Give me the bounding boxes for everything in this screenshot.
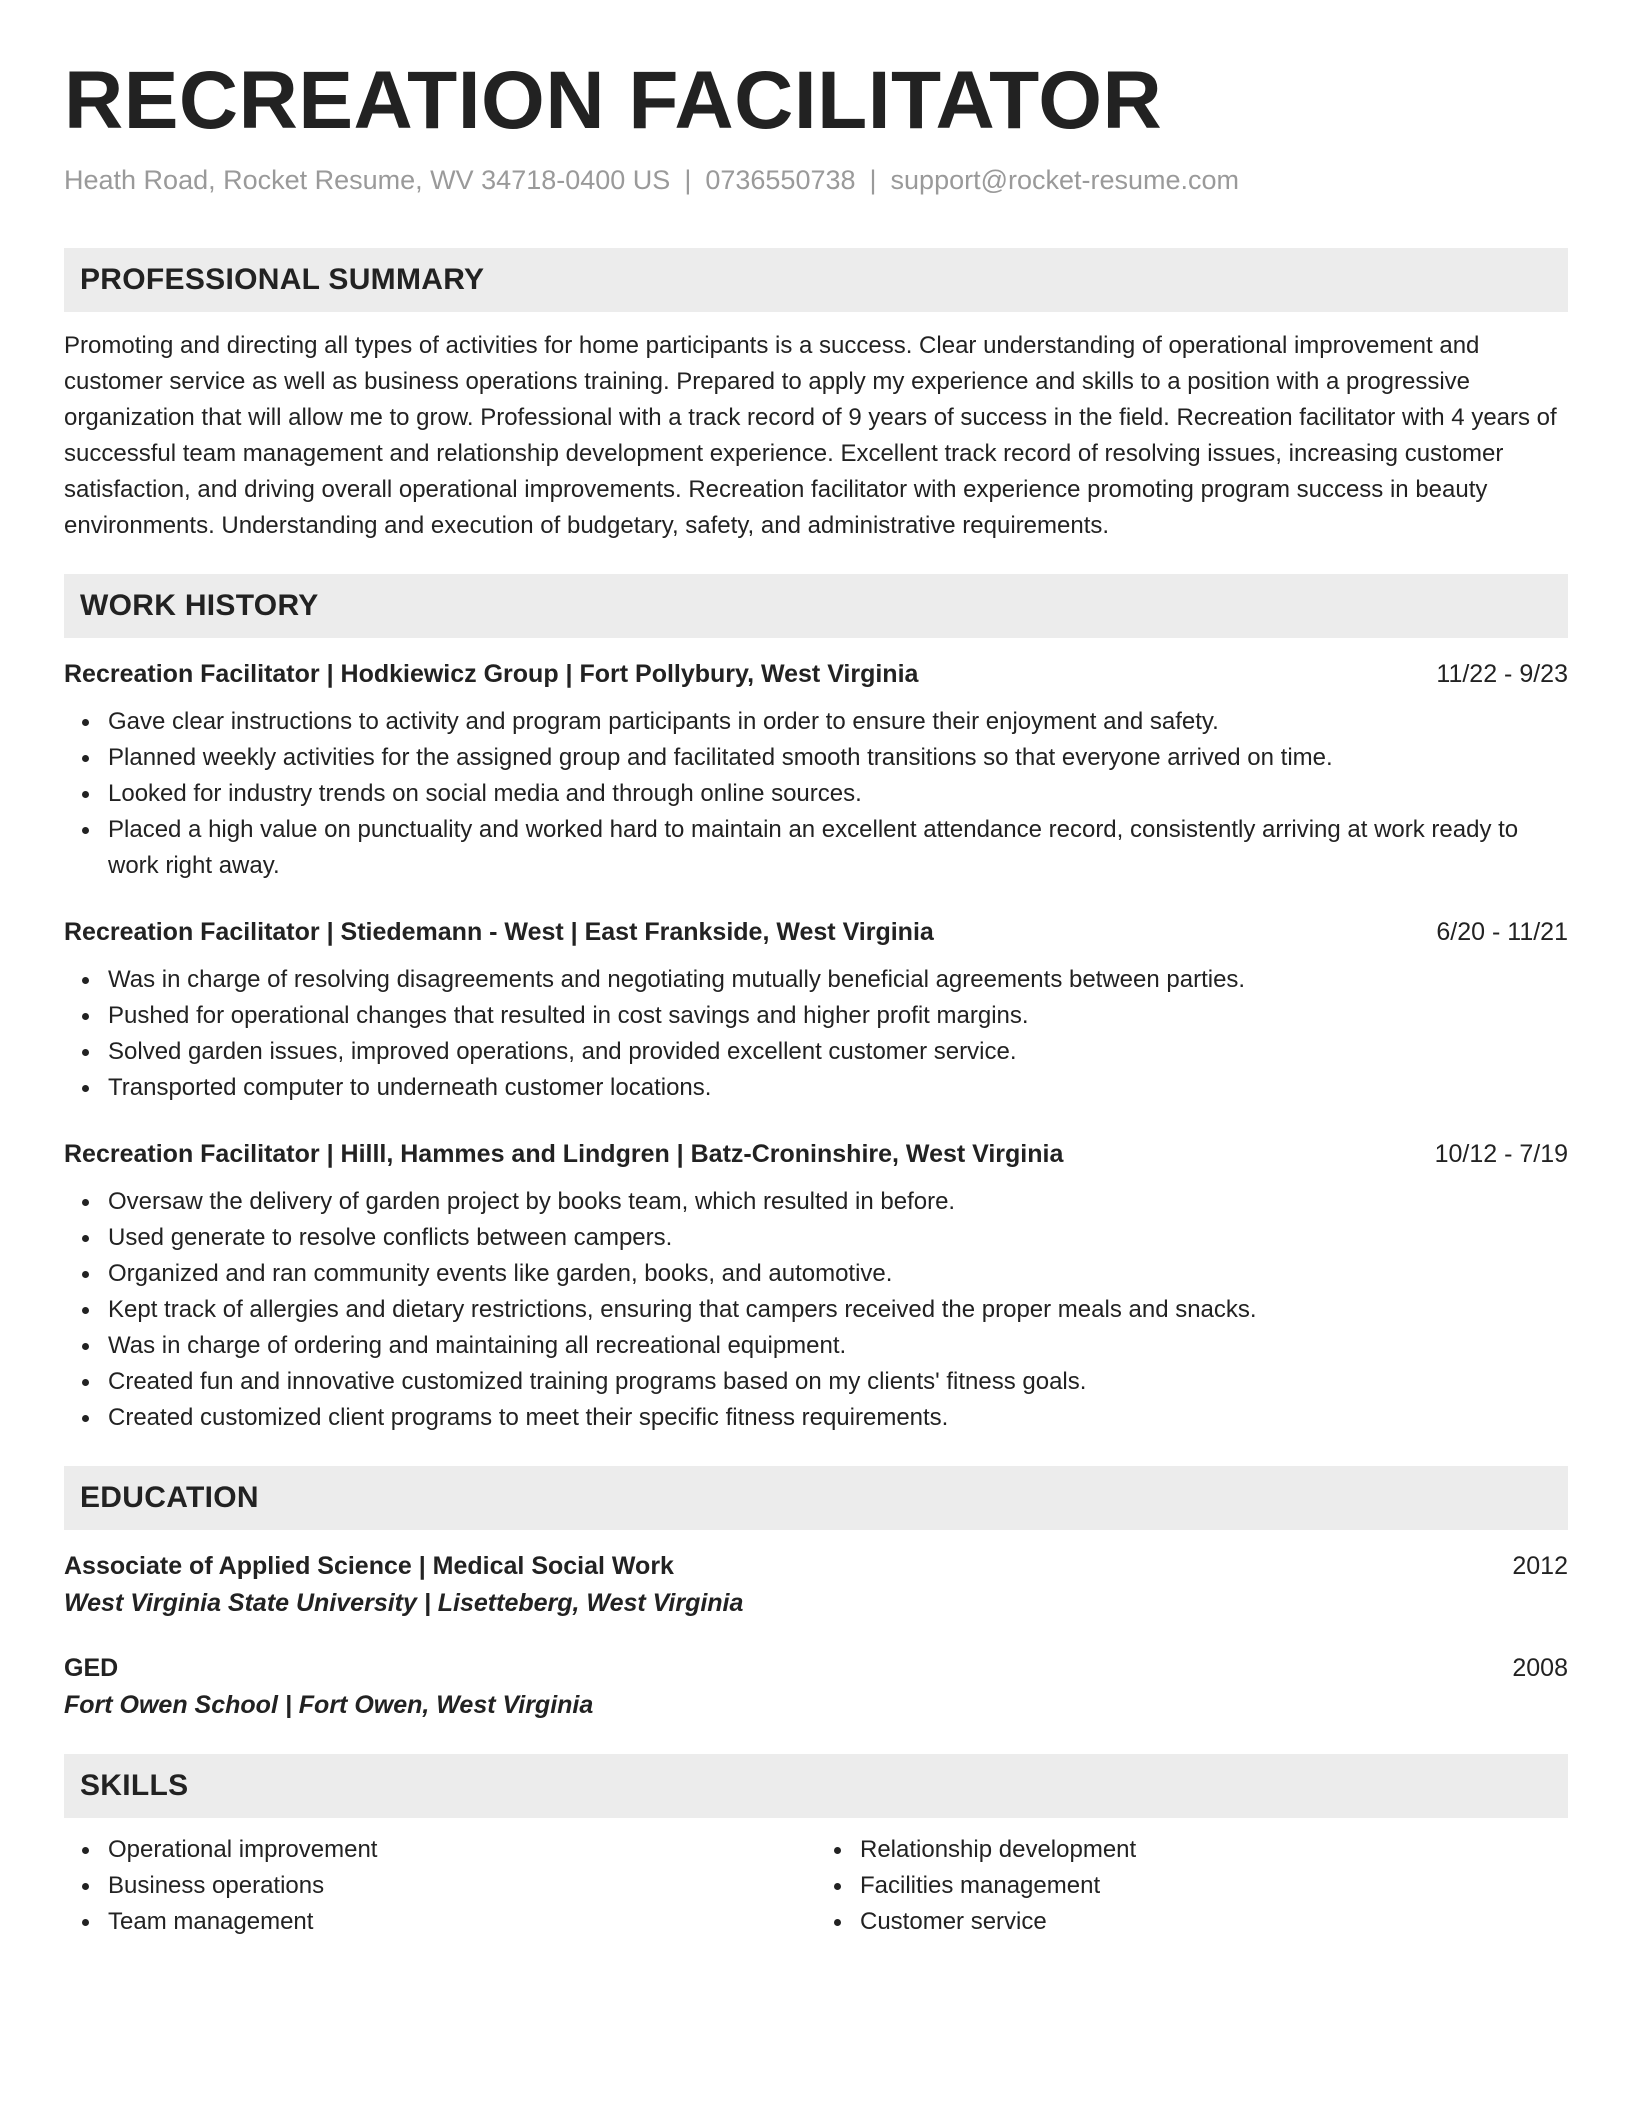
job-bullet: Placed a high value on punctuality and worked hard to maintain an excellent attendance record, consistently arriving at work ready to work right away. <box>108 812 1568 884</box>
job-bullet: Looked for industry trends on social media and through online sources. <box>108 776 1568 812</box>
skill-item: Customer service <box>860 1904 1568 1940</box>
job-bullets <box>64 1184 1568 1436</box>
job-title: Recreation Facilitator | Stiedemann - West | East Frankside, West Virginia <box>64 918 934 947</box>
job-bullet: Planned weekly activities for the assigned group and facilitated smooth transitions so that everyone arrived on time. <box>108 740 1568 776</box>
section-header-skills: SKILLS <box>64 1754 1568 1818</box>
job-dates: 10/12 - 7/19 <box>1434 1140 1568 1169</box>
contact-address: Heath Road, Rocket Resume, WV 34718-0400 US <box>64 165 671 196</box>
job-bullet: Solved garden issues, improved operations, and provided excellent customer service. <box>108 1034 1568 1070</box>
job-entry <box>64 656 1568 884</box>
skill-item: Facilities management <box>860 1868 1568 1904</box>
job-heading <box>64 914 1568 950</box>
skills-column-right <box>816 1832 1568 1940</box>
job-entry <box>64 914 1568 1106</box>
section-header-work-history: WORK HISTORY <box>64 574 1568 638</box>
contact-line <box>64 164 1568 196</box>
job-title: Recreation Facilitator | Hilll, Hammes and Lindgren | Batz-Croninshire, West Virginia <box>64 1140 1064 1169</box>
job-bullet: Gave clear instructions to activity and program participants in order to ensure their enjoyment and safety. <box>108 704 1568 740</box>
contact-separator: | <box>684 165 692 196</box>
job-bullet: Organized and ran community events like garden, books, and automotive. <box>108 1256 1568 1292</box>
education-degree: Associate of Applied Science | Medical Social Work <box>64 1552 674 1581</box>
candidate-name: RECREATION FACILITATOR <box>64 55 1163 146</box>
job-title: Recreation Facilitator | Hodkiewicz Group | Fort Pollybury, West Virginia <box>64 660 919 689</box>
section-header-summary: PROFESSIONAL SUMMARY <box>64 248 1568 312</box>
education-entry <box>64 1650 1568 1724</box>
contact-separator: | <box>869 165 877 196</box>
job-bullet: Created fun and innovative customized training programs based on my clients' fitness goals. <box>108 1364 1568 1400</box>
education-school: West Virginia State University | Lisetteberg, West Virginia <box>64 1589 744 1618</box>
job-bullet: Kept track of allergies and dietary restrictions, ensuring that campers received the proper meals and snacks. <box>108 1292 1568 1328</box>
education-year: 2012 <box>1512 1552 1568 1581</box>
job-bullet: Transported computer to underneath customer locations. <box>108 1070 1568 1106</box>
skill-item: Team management <box>108 1904 816 1940</box>
job-bullets <box>64 704 1568 884</box>
job-bullet: Oversaw the delivery of garden project by books team, which resulted in before. <box>108 1184 1568 1220</box>
skill-item: Operational improvement <box>108 1832 816 1868</box>
job-bullet: Used generate to resolve conflicts between campers. <box>108 1220 1568 1256</box>
skill-item: Relationship development <box>860 1832 1568 1868</box>
education-heading <box>64 1548 1568 1584</box>
education-year: 2008 <box>1512 1654 1568 1683</box>
job-bullet: Pushed for operational changes that resulted in cost savings and higher profit margins. <box>108 998 1568 1034</box>
job-heading <box>64 1136 1568 1172</box>
section-header-education: EDUCATION <box>64 1466 1568 1530</box>
job-dates: 11/22 - 9/23 <box>1436 660 1568 689</box>
contact-phone: 0736550738 <box>705 165 856 196</box>
education-school: Fort Owen School | Fort Owen, West Virginia <box>64 1691 594 1720</box>
job-bullet: Created customized client programs to meet their specific fitness requirements. <box>108 1400 1568 1436</box>
job-bullet: Was in charge of ordering and maintaining all recreational equipment. <box>108 1328 1568 1364</box>
education-heading <box>64 1650 1568 1686</box>
job-heading <box>64 656 1568 692</box>
job-bullets <box>64 962 1568 1106</box>
job-bullet: Was in charge of resolving disagreements and negotiating mutually beneficial agreements between parties. <box>108 962 1568 998</box>
job-entry <box>64 1136 1568 1436</box>
job-dates: 6/20 - 11/21 <box>1436 918 1568 947</box>
education-degree: GED <box>64 1654 119 1683</box>
contact-email: support@rocket-resume.com <box>890 165 1240 196</box>
skills-list <box>64 1832 1568 1940</box>
skill-item: Business operations <box>108 1868 816 1904</box>
education-entry <box>64 1548 1568 1622</box>
skills-column-left <box>64 1832 816 1940</box>
summary-text: Promoting and directing all types of activities for home participants is a success. Clear understanding of operational improvement and customer service as well as business operations training. Prepared to apply my experience and skills to a position with a progressive organization that will allow me to grow. Professional with a track record of 9 years of success in the field. Recreation facilitator with 4 years of successful team management and relationship development experience. Excellent track record of resolving issues, increasing customer satisfaction, and driving overall operational improvements. Recreation facilitator with experience promoting program success in beauty environments. Understanding and execution of budgetary, safety, and administrative requirements. <box>64 332 1557 540</box>
